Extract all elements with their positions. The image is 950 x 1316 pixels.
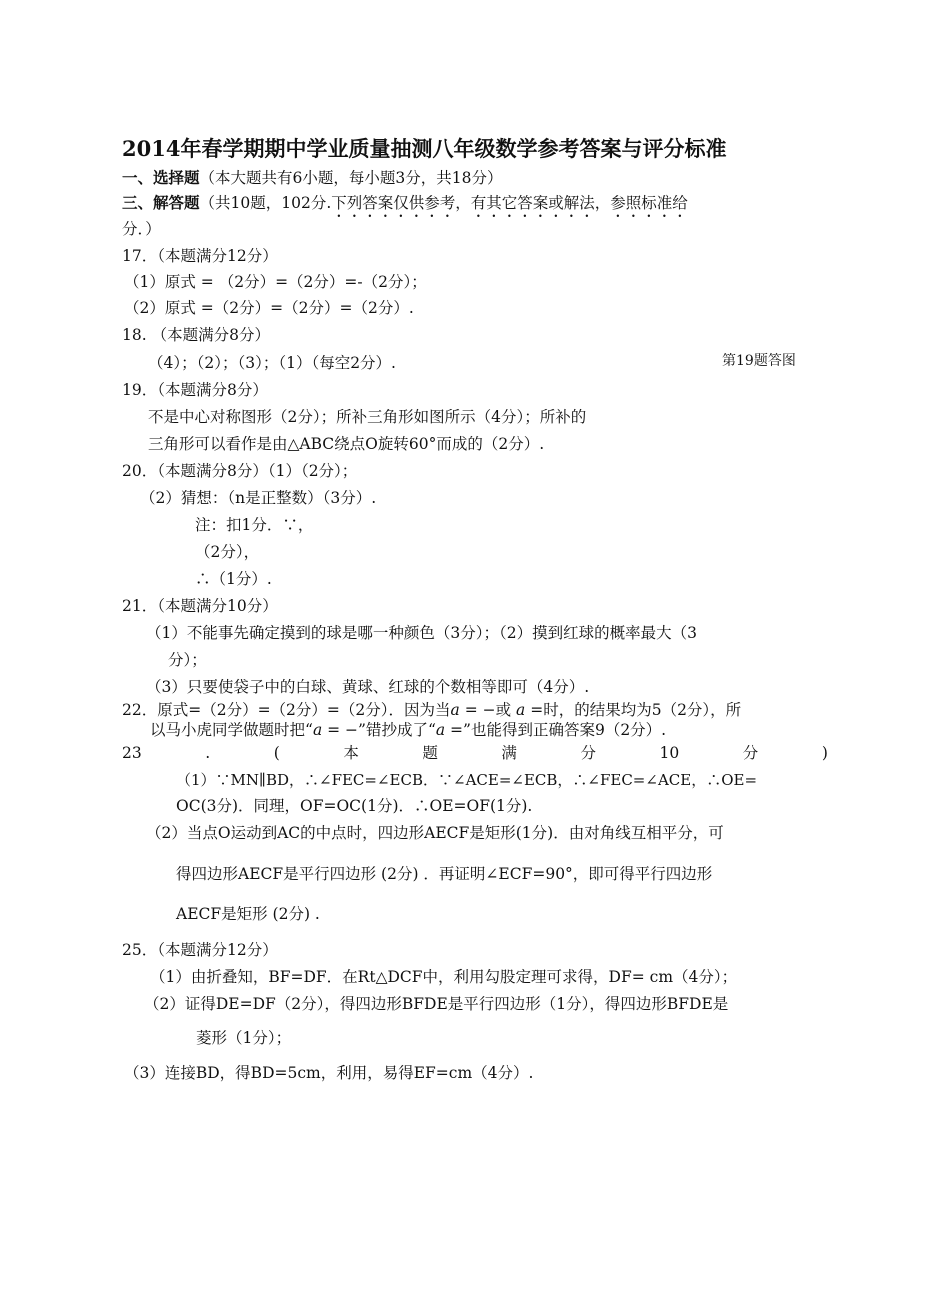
q23-head-part: . — [205, 744, 211, 762]
q19-head: 19．（本题满分8分） — [122, 381, 268, 399]
q23-head — [122, 743, 828, 763]
q22-line2-c: = −”错抄成了“ — [322, 721, 436, 739]
page-title: 2014年春学期期中学业质量抽测八年级数学参考答案与评分标准 — [122, 136, 727, 161]
q23-head-part: 本 — [343, 744, 359, 762]
q21-line2: 分）； — [168, 651, 207, 669]
q19-line2: 三角形可以看作是由△ABC绕点O旋转60°而成的（2分）. — [148, 435, 545, 453]
q23-head-part: 23 — [122, 744, 142, 762]
q25-head: 25．（本题满分12分） — [122, 941, 278, 959]
q22-line2 — [150, 720, 666, 740]
q20-line2: 注：扣1分．∵， — [195, 516, 314, 534]
q17-line1: （1）原式 = （2分）=（2分）=-（2分）； — [124, 273, 427, 291]
q18-line1: （4）；（2）；（3）；（1）（每空2分）. — [148, 354, 396, 372]
q22-line1-end: =时，的结果均为5（2分），所 — [525, 701, 742, 719]
q23-head-part: ( — [273, 744, 280, 762]
q23-head-part: 分 — [742, 744, 759, 762]
q22-line2-a: 以马小虎同学做题时把“ — [150, 721, 313, 739]
q22-var-b1: a — [312, 721, 323, 739]
q21-line3: （3）只要使袋子中的白球、黄球、红球的个数相等即可（4分）. — [146, 678, 590, 696]
q22-var-a2: a — [516, 701, 526, 719]
section-3 — [122, 193, 688, 221]
q25-line1: （1）由折叠知，BF=DF．在Rt△DCF中，利用勾股定理可求得，DF= cm（4分）； — [150, 968, 738, 986]
q23-head-part: ) — [821, 744, 828, 762]
q20-line1: （2）猜想：（n是正整数）（3分）. — [140, 489, 377, 507]
q23-head-part: 满 — [501, 744, 517, 762]
section-3-heading: 三、解答题 — [122, 193, 200, 212]
q22-line1-mid: = −或 — [459, 701, 517, 719]
section-1 — [122, 168, 502, 188]
q20-head: 20．（本题满分8分）（1）（2分）； — [122, 462, 358, 480]
section-1-heading: 一、选择题 — [122, 168, 200, 187]
q22-var-b2: a — [435, 721, 446, 739]
q20-line4: ∴（1分）. — [195, 570, 272, 588]
q23-head-part: 10 — [659, 744, 680, 762]
q22-line1-text: 22．原式=（2分）=（2分）=（2分）．因为当 — [122, 701, 451, 719]
q22-line1 — [122, 700, 741, 720]
q19-line1: 不是中心对称图形（2分）；所补三角形如图所示（4分）；所补的 — [148, 408, 587, 426]
q22-var-a1: a — [450, 701, 460, 719]
q23-line1: （1）∵MN∥BD，∴∠FEC=∠ECB．∵∠ACE=∠ECB，∴∠FEC=∠ACE，∴OE= — [176, 771, 758, 789]
q23-line2: OC(3分)．同理，OF=OC(1分)．∴OE=OF(1分). — [176, 797, 533, 815]
q25-line2: （2）证得DE=DF（2分），得四边形BFDE是平行四边形（1分），得四边形BFDE是 — [144, 995, 729, 1013]
q23-head-part: 分 — [580, 744, 596, 762]
q21-line1: （1）不能事先确定摸到的球是哪一种颜色（3分）；（2）摸到红球的概率最大（3 — [146, 624, 697, 642]
q25-line3: 菱形（1分）； — [196, 1029, 292, 1047]
section-1-note: （本大题共有6小题，每小题3分，共18分） — [199, 169, 503, 187]
q17-head: 17．（本题满分12分） — [122, 247, 278, 265]
q21-head: 21．（本题满分10分） — [122, 597, 278, 615]
section-3-dotted-note: 下列答案仅供参考，有其它答案或解法，参照标准给 — [331, 194, 688, 212]
q18-head: 18. （本题满分8分） — [122, 326, 270, 344]
section-3-pre: （共10题，102分. — [199, 194, 332, 212]
q23-line3: （2）当点O运动到AC的中点时，四边形AECF是矩形(1分)．由对角线互相平分，可 — [146, 824, 724, 842]
q23-line5: AECF是矩形 (2分) . — [176, 905, 320, 923]
q20-line3: （2分）， — [195, 543, 260, 561]
q23-line4: 得四边形AECF是平行四边形 (2分) ．再证明∠ECF=90°，即可得平行四边形 — [176, 865, 713, 883]
q23-head-part: 题 — [422, 744, 438, 762]
q25-line4: （3）连接BD，得BD=5cm，利用，易得EF=cm（4分）. — [124, 1064, 534, 1082]
q22-line2-e: =”也能得到正确答案9（2分）. — [445, 721, 667, 739]
q17-line2: （2）原式 =（2分）=（2分）=（2分）. — [124, 299, 414, 317]
section-3-line2: 分．） — [122, 220, 161, 238]
figure-19-label: 第19题答图 — [722, 353, 796, 369]
